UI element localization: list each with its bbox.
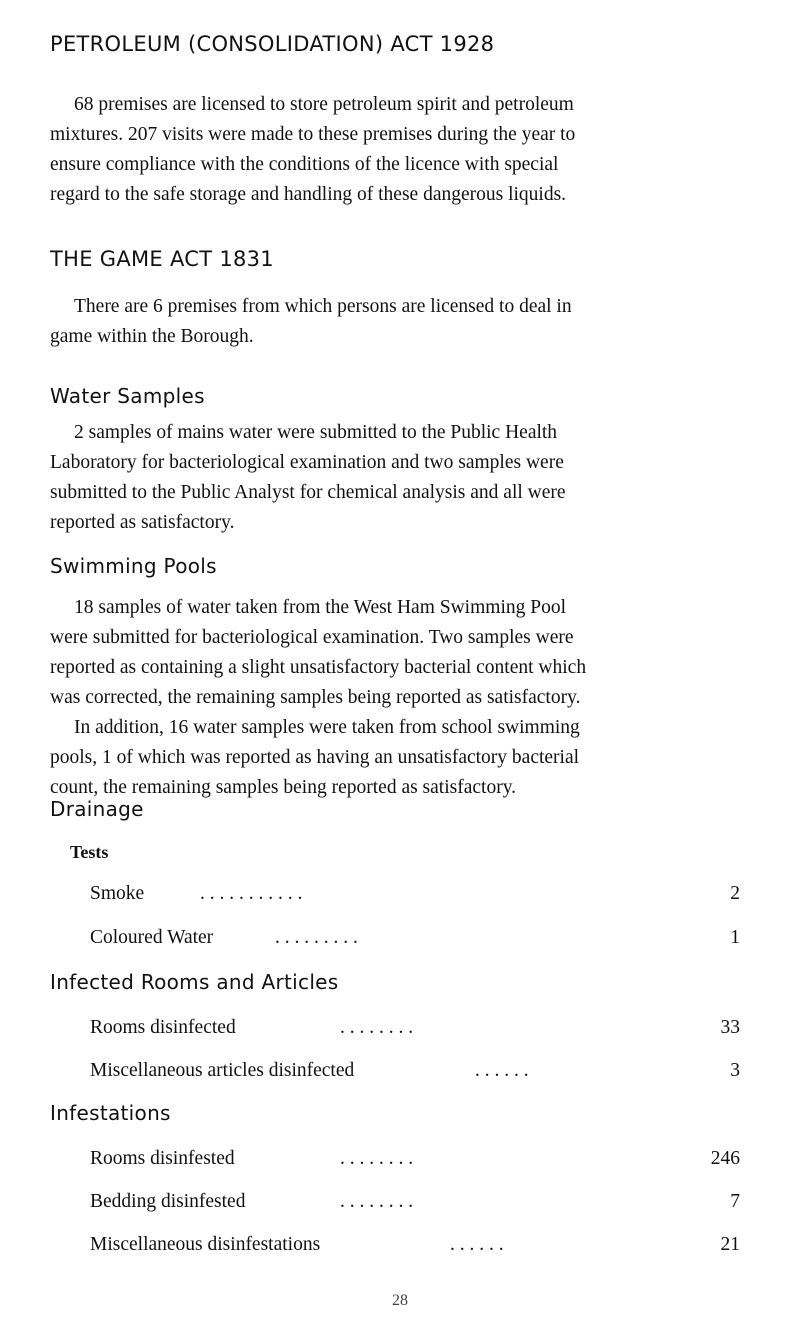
list-item: [90, 1187, 740, 1217]
list-item: [90, 1013, 740, 1043]
dot-leader: . . . . . . . .: [340, 1148, 414, 1169]
item-label: Rooms disinfected: [90, 1017, 236, 1038]
drainage-tests-subheading: Tests: [70, 842, 109, 862]
text-line: reported as satisfactory.: [50, 512, 235, 533]
text-line: count, the remaining samples being reported as satisfactory.: [50, 777, 517, 798]
infestations-heading: Infestations: [50, 1101, 171, 1125]
petroleum-paragraph: [50, 90, 760, 210]
item-value: 33: [720, 1017, 740, 1038]
drainage-heading: Drainage: [50, 797, 144, 821]
item-value: 7: [730, 1191, 740, 1212]
item-value: 246: [710, 1148, 740, 1169]
item-label: Miscellaneous articles disinfected: [90, 1060, 355, 1081]
text-line: regard to the safe storage and handling of these dangerous liquids.: [50, 184, 567, 205]
list-item: [90, 1230, 740, 1260]
list-item: [90, 879, 740, 909]
item-value: 3: [730, 1060, 740, 1081]
item-value: 2: [730, 883, 740, 904]
dot-leader: . . . . . . . .: [340, 1017, 414, 1038]
text-line: Laboratory for bacteriological examination and two samples were: [50, 452, 564, 473]
item-value: 1: [730, 927, 740, 948]
text-line: 2 samples of mains water were submitted to the Public Health: [74, 422, 558, 443]
swimming-pools-heading: Swimming Pools: [50, 554, 217, 578]
dot-leader: . . . . . . . . .: [275, 927, 358, 948]
game-act-heading: THE GAME ACT 1831: [50, 247, 274, 271]
text-line: pools, 1 of which was reported as having an unsatisfactory bacterial: [50, 747, 580, 768]
text-line: 68 premises are licensed to store petroleum spirit and petroleum: [74, 94, 574, 115]
text-line: There are 6 premises from which persons are licensed to deal in: [74, 296, 572, 317]
dot-leader: . . . . . . . . . . .: [200, 883, 303, 904]
infected-rooms-heading: Infected Rooms and Articles: [50, 970, 339, 994]
water-samples-heading: Water Samples: [50, 384, 205, 408]
text-line: reported as containing a slight unsatisfactory bacterial content which: [50, 657, 587, 678]
text-line: In addition, 16 water samples were taken from school swimming: [74, 717, 580, 738]
text-line: submitted to the Public Analyst for chemical analysis and all were: [50, 482, 566, 503]
list-item: [90, 1056, 740, 1086]
text-line: mixtures. 207 visits were made to these premises during the year to: [50, 124, 576, 145]
text-line: 18 samples of water taken from the West Ham Swimming Pool: [74, 597, 566, 618]
item-label: Rooms disinfested: [90, 1148, 235, 1169]
text-line: ensure compliance with the conditions of the licence with special: [50, 154, 559, 175]
item-value: 21: [720, 1234, 740, 1255]
dot-leader: . . . . . . . .: [340, 1191, 414, 1212]
text-line: was corrected, the remaining samples being reported as satisfactory.: [50, 687, 581, 708]
list-item: [90, 923, 740, 953]
item-label: Smoke: [90, 883, 145, 904]
page-number: 28: [392, 1292, 408, 1309]
text-line: game within the Borough.: [50, 326, 254, 347]
item-label: Miscellaneous disinfestations: [90, 1234, 321, 1255]
game-act-paragraph: [50, 292, 760, 352]
petroleum-heading: PETROLEUM (CONSOLIDATION) ACT 1928: [50, 32, 495, 56]
dot-leader: . . . . . .: [450, 1234, 504, 1255]
item-label: Coloured Water: [90, 927, 214, 948]
swimming-pools-paragraph: [50, 593, 760, 803]
text-line: were submitted for bacteriological examination. Two samples were: [50, 627, 574, 648]
item-label: Bedding disinfested: [90, 1191, 246, 1212]
dot-leader: . . . . . .: [475, 1060, 529, 1081]
water-samples-paragraph: [50, 418, 760, 538]
list-item: [90, 1144, 740, 1174]
